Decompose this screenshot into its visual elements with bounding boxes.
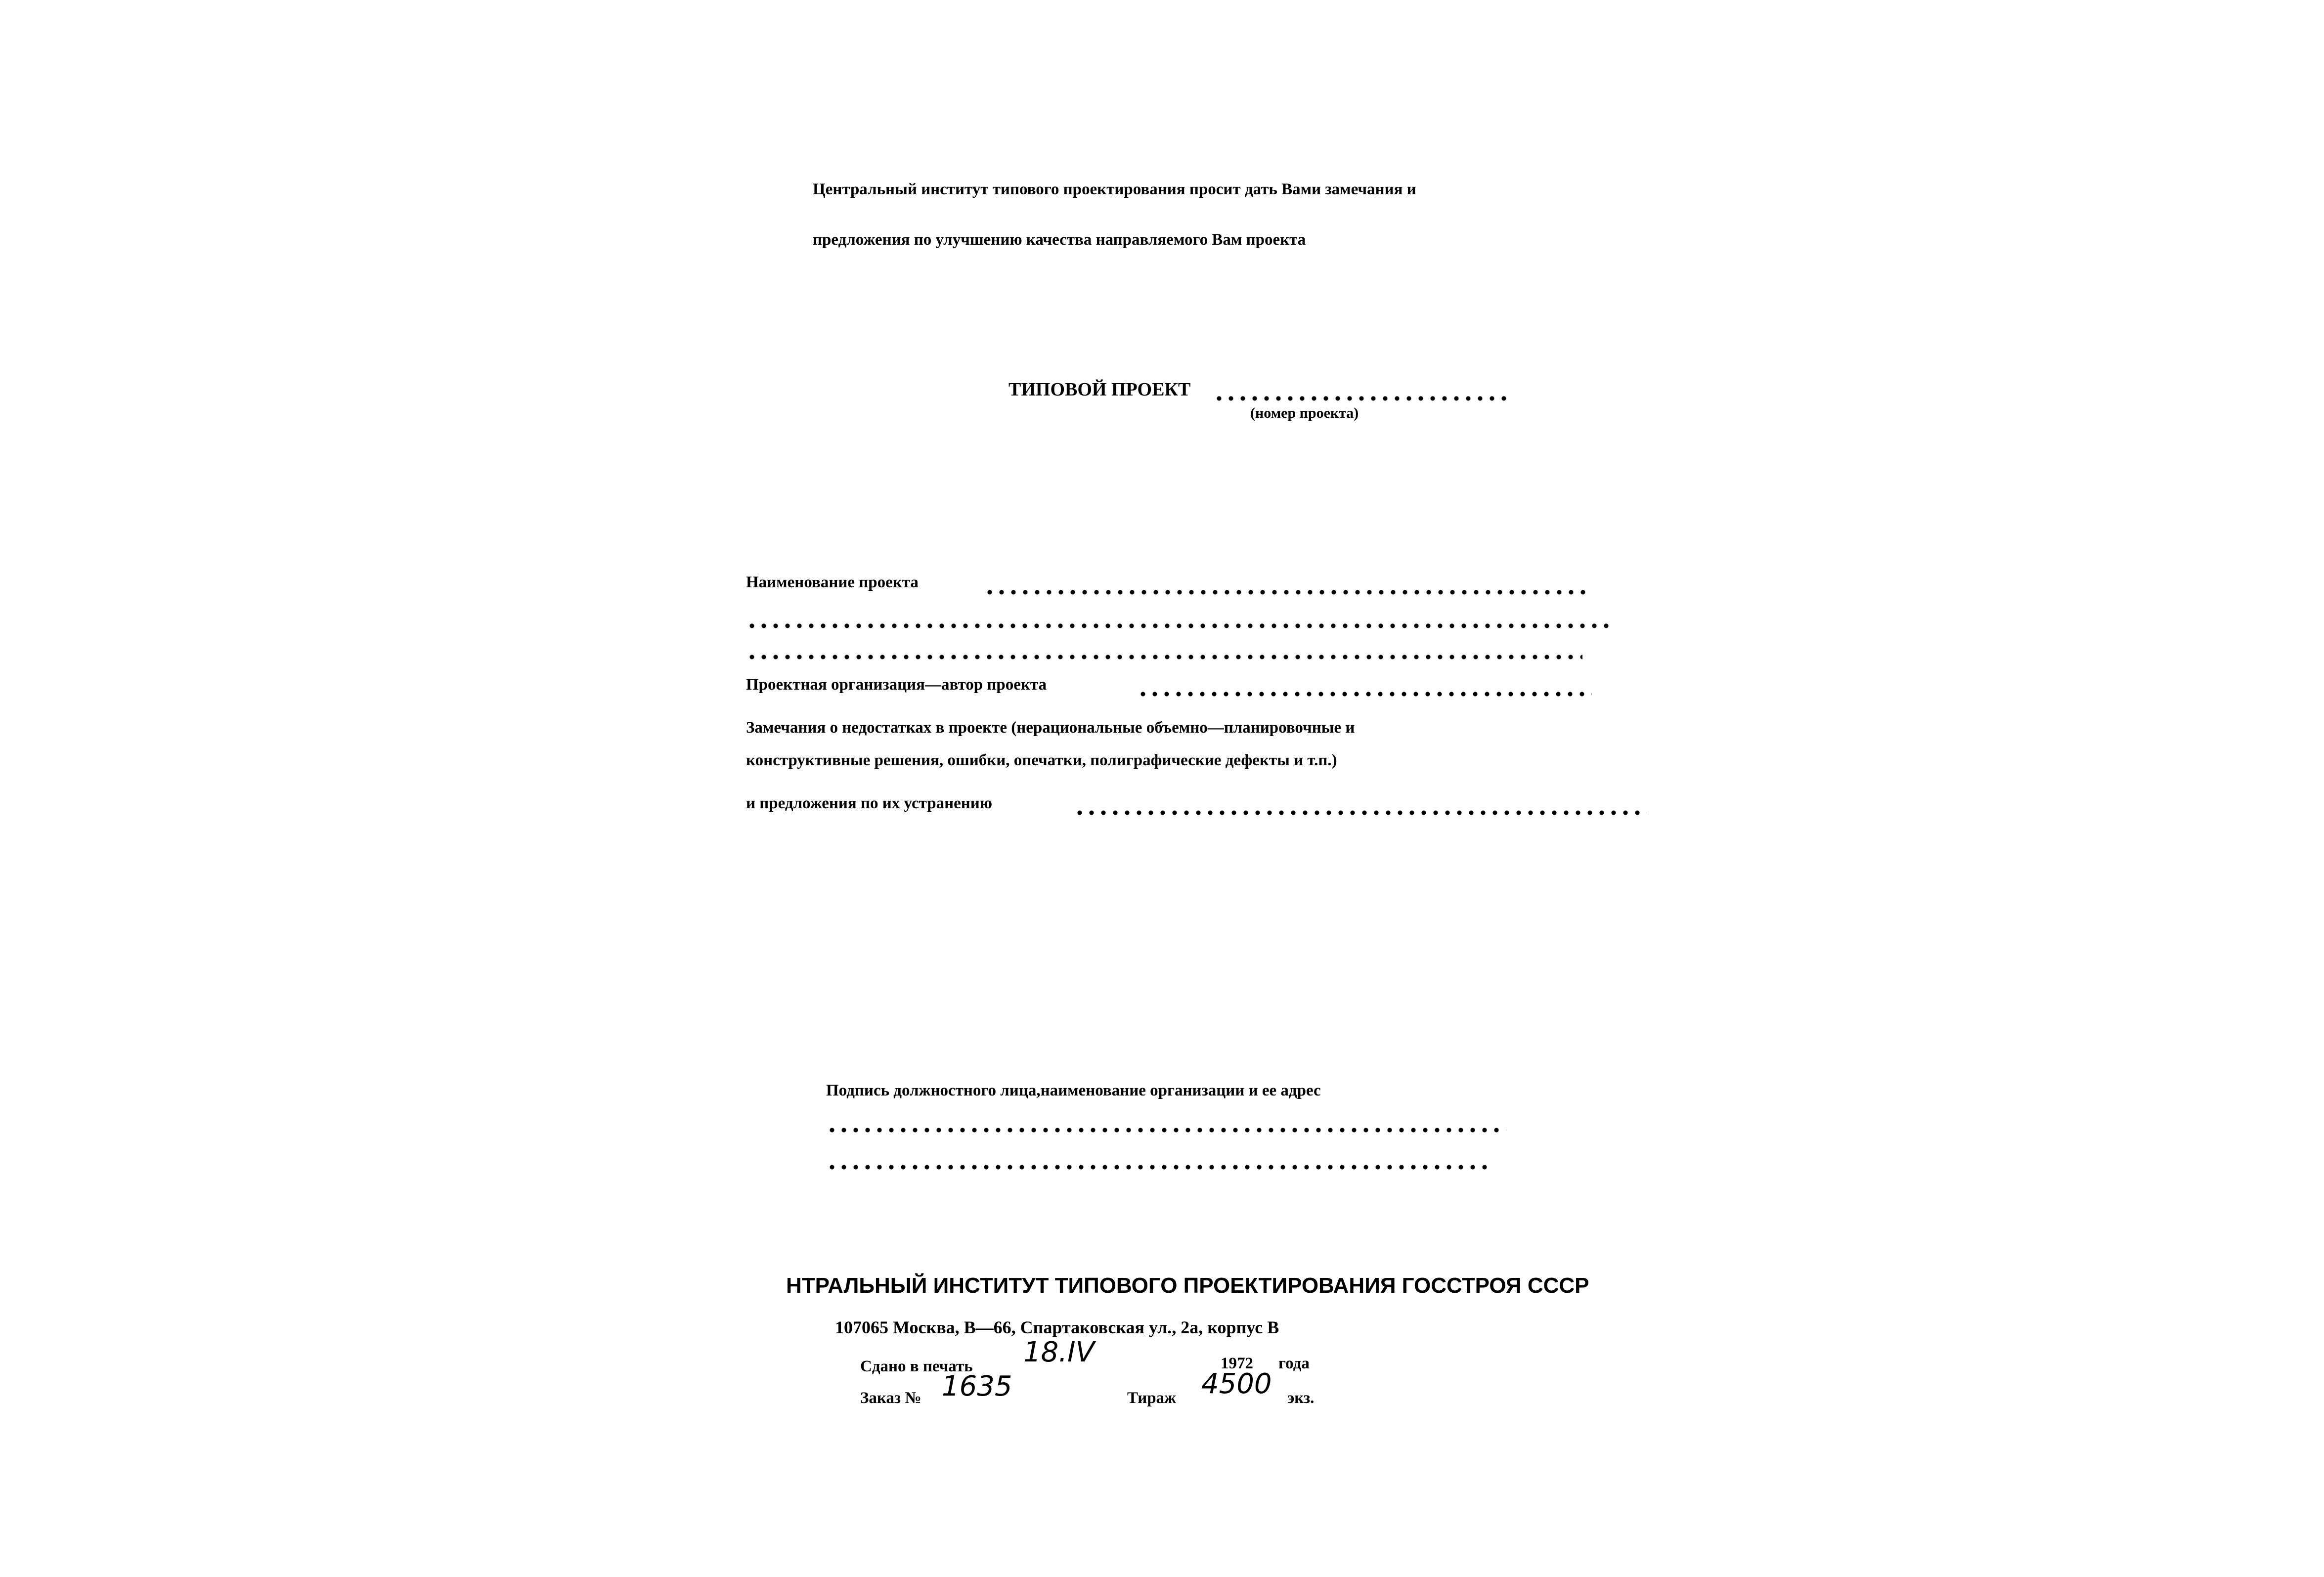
print-date: 18.IV <box>1023 1336 1095 1368</box>
signature-label: Подпись должностного лица,наименование организации и ее адрес <box>826 1082 1321 1099</box>
project-number-field[interactable] <box>1213 395 1510 401</box>
intro-line-2: предложения по улучшению качества направляемого Вам проекта <box>813 231 1306 249</box>
project-label: ТИПОВОЙ ПРОЕКТ <box>1009 379 1191 400</box>
circulation-unit: экз. <box>1287 1389 1315 1407</box>
project-name-field-line-3[interactable] <box>746 654 1582 660</box>
circulation-label: Тираж <box>1127 1389 1176 1407</box>
project-name-label: Наименование проекта <box>746 573 919 591</box>
design-org-label: Проектная организация—автор проекта <box>746 676 1047 694</box>
institute-name: НТРАЛЬНЫЙ ИНСТИТУТ ТИПОВОГО ПРОЕКТИРОВАНИЯ ГОССТРОЯ СССР <box>786 1273 1589 1298</box>
signature-field-line-2[interactable] <box>826 1164 1489 1170</box>
print-label: Сдано в печать <box>860 1358 973 1375</box>
signature-field-line-1[interactable] <box>826 1127 1506 1133</box>
remarks-field[interactable] <box>1074 810 1647 816</box>
remarks-line-1: Замечания о недостатках в проекте (нерациональные объемно—планировочные и <box>746 719 1355 737</box>
institute-address: 107065 Москва, В—66, Спартаковская ул., 2а, корпус В <box>835 1317 1279 1337</box>
remarks-line-3: и предложения по их устранению <box>746 794 993 812</box>
print-year-suffix: года <box>1278 1355 1310 1372</box>
project-name-field[interactable] <box>984 589 1592 595</box>
order-number: 1635 <box>942 1370 1012 1402</box>
print-year: 1972 <box>1221 1355 1253 1372</box>
project-name-field-line-2[interactable] <box>746 623 1609 629</box>
order-label: Заказ № <box>860 1389 921 1407</box>
project-number-caption: (номер проекта) <box>1250 405 1359 421</box>
design-org-field[interactable] <box>1137 691 1592 697</box>
remarks-line-2: конструктивные решения, ошибки, опечатки, полиграфические дефекты и т.п.) <box>746 751 1337 769</box>
intro-line-1: Центральный институт типового проектирования просит дать Вами замечания и <box>813 180 1416 198</box>
circulation-value: 4500 <box>1201 1368 1272 1400</box>
